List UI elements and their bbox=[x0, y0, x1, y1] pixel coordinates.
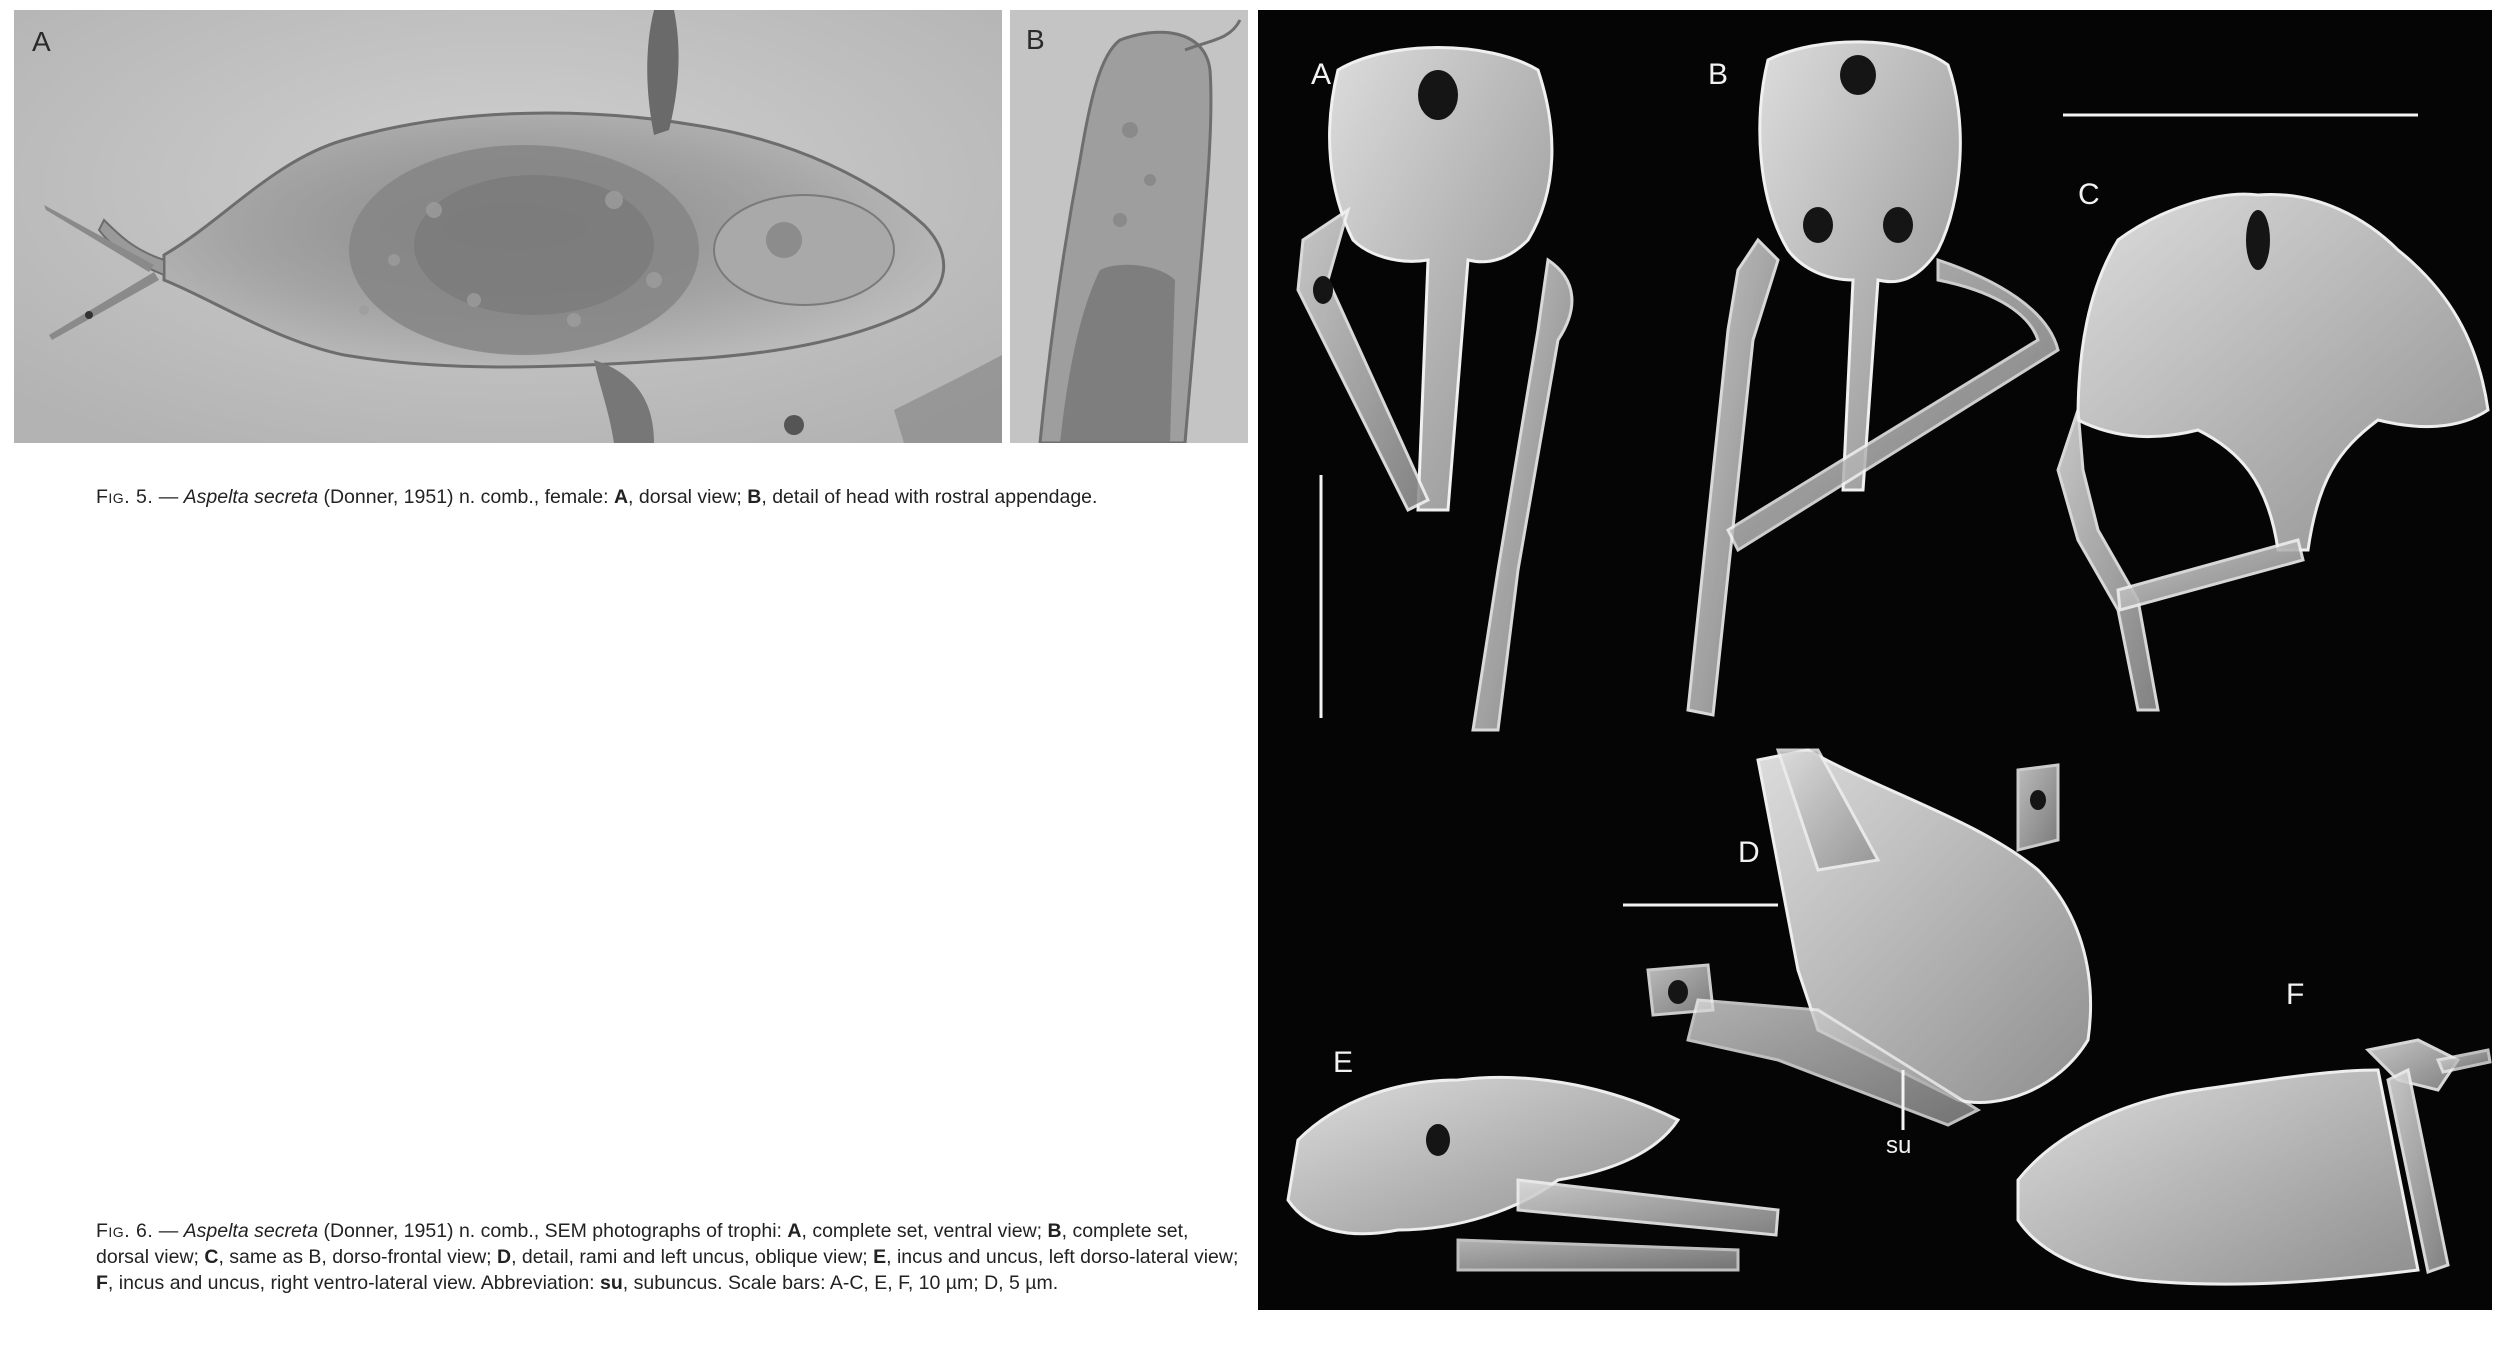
sem-trophi-images bbox=[1258, 10, 2492, 1310]
trophi-f-shape bbox=[2018, 1040, 2490, 1284]
rotifer-head-image bbox=[1010, 10, 1248, 443]
fig5-panel-b-label: B bbox=[1026, 24, 1045, 55]
trophi-c-shape bbox=[2058, 194, 2488, 710]
fig5-caption: Fig. 5. — Aspelta secreta (Donner, 1951) n. comb., female: A, dorsal view; B, detail of head with rostral appendage. bbox=[96, 486, 1098, 508]
fig6-label-su: su bbox=[1886, 1132, 1912, 1159]
trophi-a-shape bbox=[1298, 48, 1572, 731]
species-name: Aspelta secreta bbox=[183, 486, 319, 508]
fig6-caption: Fig. 6. — Aspelta secreta (Donner, 1951) n. comb., SEM photographs of trophi: A, complete set, ventral view; B, complete set, dorsal view; C, same as B, dorso-frontal view; D, detail, rami and left uncus, oblique view; E, incus and uncus, left dorso-lateral view; F, incus and uncus, right ventro-lateral view. Abbreviation: su, subuncus. Scale bars: A-C, E, F, 10 µm; D, 5 µm. bbox=[96, 1220, 1239, 1294]
trophi-d-shape bbox=[1648, 750, 2091, 1125]
fig5-panel-a-micrograph bbox=[14, 10, 1002, 443]
fig6-label-b: B bbox=[1708, 58, 1729, 91]
fig6-label-f: F bbox=[2286, 978, 2305, 1011]
fig6-label-d: D bbox=[1738, 836, 1760, 869]
trophi-b-shape bbox=[1688, 42, 2058, 715]
fig6-sem-plate bbox=[1258, 10, 2492, 1310]
trophi-e-shape bbox=[1288, 1077, 1778, 1270]
rotifer-dorsal-image bbox=[14, 10, 1002, 443]
fig5-panel-a-label: A bbox=[32, 26, 51, 57]
fig6-label-c: C bbox=[2078, 178, 2100, 211]
fig5-panel-b-micrograph bbox=[1010, 10, 1248, 443]
fig6-label-e: E bbox=[1333, 1046, 1354, 1079]
species-name: Aspelta secreta bbox=[183, 1220, 319, 1242]
fig6-label-a: A bbox=[1311, 58, 1332, 91]
